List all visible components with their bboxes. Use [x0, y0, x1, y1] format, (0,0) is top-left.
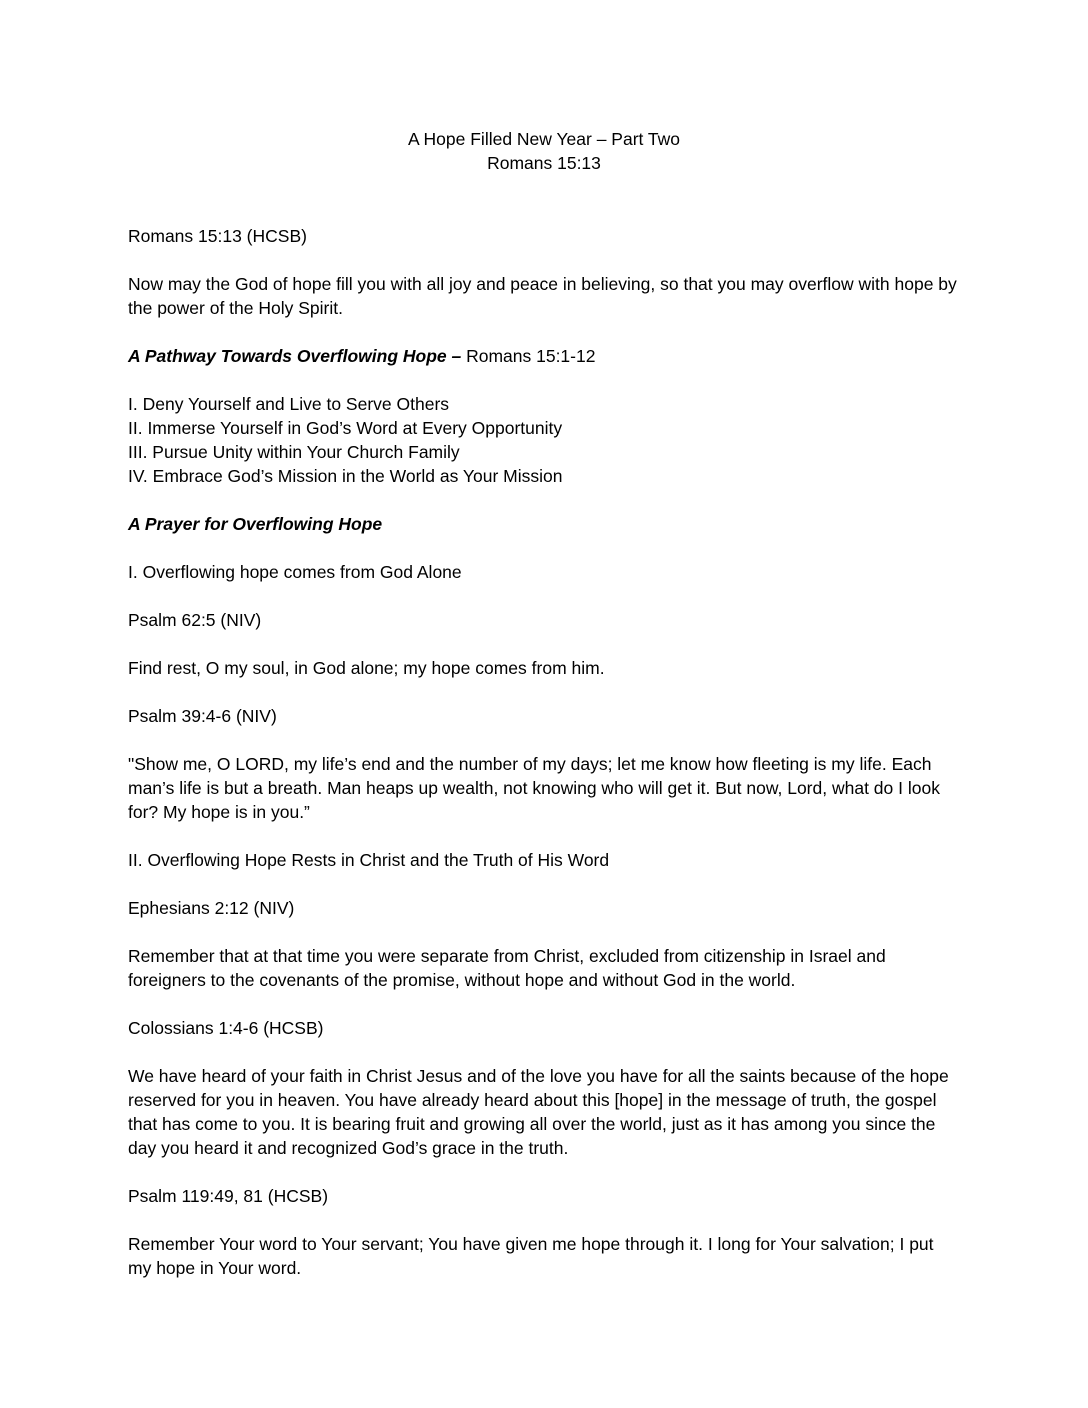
scripture-reference: Psalm 39:4-6 (NIV) — [128, 706, 277, 726]
scripture-text: Find rest, O my soul, in God alone; my hope comes from him. — [128, 658, 605, 678]
list-item: III. Pursue Unity within Your Church Family — [128, 442, 460, 462]
scripture-reference: Ephesians 2:12 (NIV) — [128, 898, 295, 918]
scripture-reference: Colossians 1:4-6 (HCSB) — [128, 1018, 324, 1038]
scripture-text: "Show me, O LORD, my life’s end and the number of my days; let me know how fleeting is my life. Each man’s life is but a breath. Man heaps up wealth, not knowing who will get it. But now, Lord, what do I look for? My hope is in you.” — [128, 754, 940, 822]
section-heading-pathway — [128, 344, 958, 368]
point-heading: II. Overflowing Hope Rests in Christ and the Truth of His Word — [128, 850, 610, 870]
scripture-text: We have heard of your faith in Christ Jesus and of the love you have for all the saints because of the hope reserved for you in heaven. You have already heard about this [hope] in the message of truth, the gospel that has come to you. It is bearing fruit and growing all over the world, just as it has among you since the day you heard it and recognized God’s grace in the truth. — [128, 1066, 949, 1158]
scripture-text: Remember Your word to Your servant; You have given me hope through it. I long for Your salvation; I put my hope in Your word. — [128, 1234, 934, 1278]
scripture-text: Now may the God of hope fill you with all joy and peace in believing, so that you may overflow with hope by the power of the Holy Spirit. — [128, 274, 957, 318]
point-heading: I. Overflowing hope comes from God Alone — [128, 562, 462, 582]
scripture-text: Remember that at that time you were separate from Christ, excluded from citizenship in Israel and foreigners to the covenants of the promise, without hope and without God in the world. — [128, 946, 886, 990]
document-title — [0, 127, 1088, 175]
list-item: IV. Embrace God’s Mission in the World as Your Mission — [128, 466, 563, 486]
pathway-list — [128, 392, 958, 488]
title-line-1: A Hope Filled New Year – Part Two — [407, 129, 681, 149]
title-line-2: Romans 15:13 — [487, 153, 601, 173]
scripture-reference: Psalm 119:49, 81 (HCSB) — [128, 1186, 329, 1206]
list-item: I. Deny Yourself and Live to Serve Others — [128, 394, 450, 414]
pathway-heading: A Pathway Towards Overflowing Hope – — [128, 346, 462, 366]
scripture-reference: Romans 15:13 (HCSB) — [128, 226, 307, 246]
scripture-reference: Psalm 62:5 (NIV) — [128, 610, 262, 630]
section-heading-prayer: A Prayer for Overflowing Hope — [128, 514, 383, 534]
pathway-reference: Romans 15:1-12 — [461, 346, 596, 366]
list-item: II. Immerse Yourself in God’s Word at Every Opportunity — [128, 418, 563, 438]
document-body — [128, 224, 958, 1304]
